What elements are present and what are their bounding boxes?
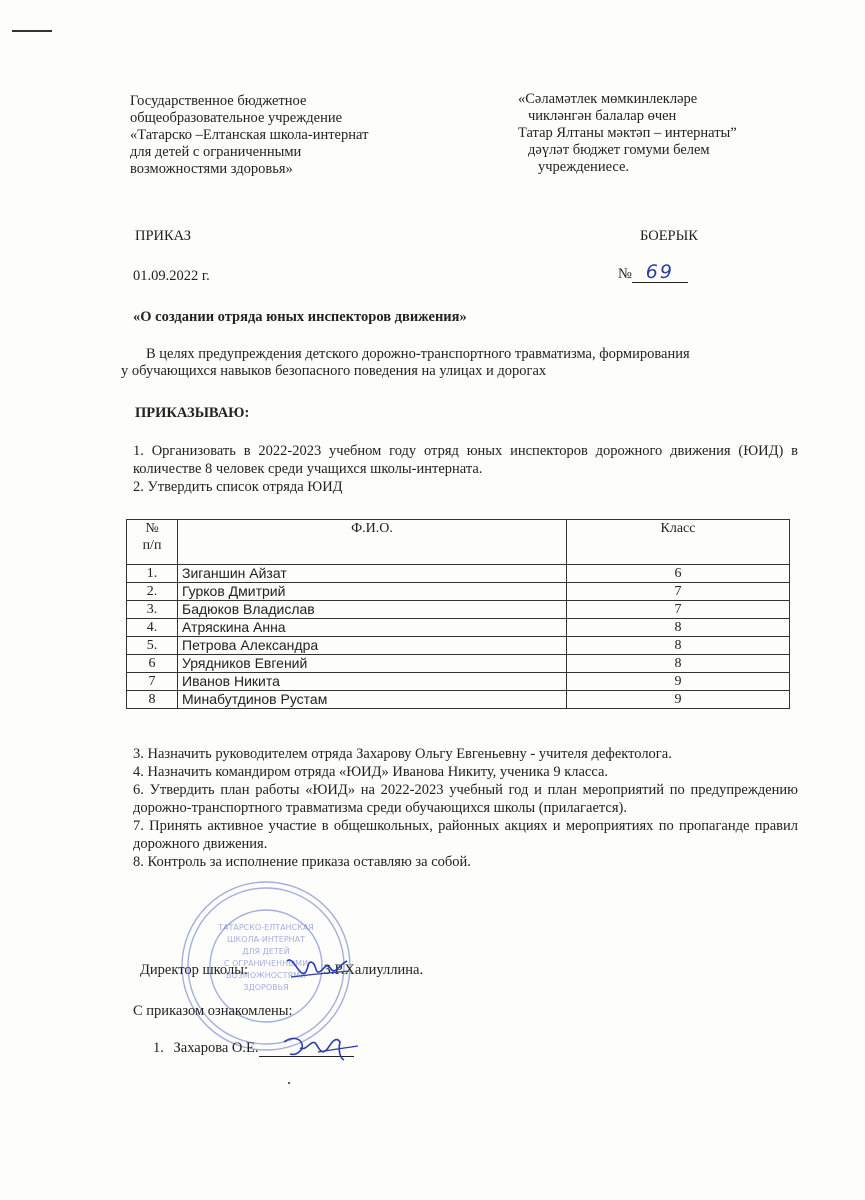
doc-title-tt: БОЕРЫК <box>640 228 698 244</box>
table-header-row <box>127 520 790 565</box>
header-right-line: «Сәламәтлек мөмкинлекләре <box>518 91 698 107</box>
doc-date: 01.09.2022 г. <box>133 268 210 284</box>
cell-class: 6 <box>567 565 790 583</box>
cell-name: Гурков Дмитрий <box>178 583 567 601</box>
order-item-7: 7. Принять активное участие в общешкольных, районных акциях и мероприятиях по пропаганде правил дорожного движения. <box>133 818 798 852</box>
director-line <box>140 962 423 979</box>
order-item-2: 2. Утвердить список отряда ЮИД <box>133 479 343 495</box>
header-left-line: возможностями здоровья» <box>130 161 293 177</box>
preamble-line: у обучающихся навыков безопасного поведения на улицах и дорогах <box>121 363 547 379</box>
cell-class: 7 <box>567 601 790 619</box>
seal-text-line: ТАТАРСКО-ЕЛТАНСКАЯ <box>218 923 314 932</box>
cell-class: 7 <box>567 583 790 601</box>
header-right-institution <box>518 91 818 176</box>
cell-num: 5. <box>127 637 178 655</box>
cell-num: 1. <box>127 565 178 583</box>
cell-name: Минабутдинов Рустам <box>178 691 567 709</box>
ack-signature <box>278 1030 362 1066</box>
cell-num: 7 <box>127 673 178 691</box>
table-row <box>127 619 790 637</box>
header-left-institution <box>130 93 460 178</box>
col-header-name: Ф.И.О. <box>178 520 567 565</box>
cell-num: 3. <box>127 601 178 619</box>
seal-text-line: С ОГРАНИЧЕННЫМИ <box>223 959 309 968</box>
order-item-4: 4. Назначить командиром отряда «ЮИД» Иванова Никиту, ученика 9 класса. <box>133 764 609 780</box>
cell-class: 8 <box>567 655 790 673</box>
cell-name: Зиганшин Айзат <box>178 565 567 583</box>
doc-subject: «О создании отряда юных инспекторов движения» <box>133 309 467 325</box>
col-header-num-line2: п/п <box>142 538 162 553</box>
doc-number <box>618 262 688 283</box>
cell-class: 9 <box>567 673 790 691</box>
cell-name: Урядников Евгений <box>178 655 567 673</box>
doc-number-label: № <box>618 266 632 282</box>
director-signature <box>283 951 353 985</box>
header-right-line: учреждениесе. <box>538 159 630 175</box>
header-left-line: общеобразовательное учреждение <box>130 110 343 126</box>
table-row <box>127 565 790 583</box>
cell-class: 8 <box>567 637 790 655</box>
cell-num: 2. <box>127 583 178 601</box>
seal-text-line: ШКОЛА-ИНТЕРНАТ <box>226 935 306 944</box>
col-header-num <box>127 520 178 565</box>
table-row <box>127 673 790 691</box>
familiarized-label: С приказом ознакомлены: <box>133 1003 293 1019</box>
table-row <box>127 583 790 601</box>
seal-text-line: ЗДОРОВЬЯ <box>243 983 289 992</box>
table-row <box>127 691 790 709</box>
col-header-num-line1: № <box>145 521 159 536</box>
cell-name: Петрова Александра <box>178 637 567 655</box>
header-left-line: «Татарско –Елтанская школа-интернат <box>130 127 369 143</box>
scan-speck <box>288 1082 290 1084</box>
header-right-line: Татар Ялтаны мәктәп – интернаты” <box>518 125 737 141</box>
header-right-line: чикләнгән балалар өчен <box>528 108 677 124</box>
order-word: ПРИКАЗЫВАЮ: <box>135 405 250 421</box>
squad-list-table <box>126 519 790 709</box>
cell-num: 4. <box>127 619 178 637</box>
table-row <box>127 637 790 655</box>
doc-number-value: 69 <box>632 262 688 283</box>
director-name: З.Р.Халиуллина. <box>323 962 424 978</box>
doc-title-ru: ПРИКАЗ <box>135 228 192 244</box>
order-item-3: 3. Назначить руководителем отряда Захарову Ольгу Евгеньевну - учителя дефектолога. <box>133 746 672 762</box>
order-items-top <box>133 442 798 496</box>
order-items-bottom <box>133 745 798 871</box>
ack-number: 1. <box>153 1040 164 1056</box>
cell-num: 8 <box>127 691 178 709</box>
header-left-line: Государственное бюджетное <box>130 93 307 109</box>
header-left-line: для детей с ограниченными <box>130 144 302 160</box>
table-row <box>127 601 790 619</box>
seal-text-line: ВОЗМОЖНОСТЯМИ <box>226 971 306 980</box>
header-right-line: дәүләт бюджет гомуми белем <box>528 142 710 158</box>
cell-num: 6 <box>127 655 178 673</box>
cell-name: Бадюков Владислав <box>178 601 567 619</box>
doc-preamble <box>121 346 793 380</box>
order-item-6: 6. Утвердить план работы «ЮИД» на 2022-2023 учебный год и план мероприятий по предупреждению дорожно-транспортного травматизма среди обучающихся школы (прилагается). <box>133 782 798 816</box>
col-header-class: Класс <box>567 520 790 565</box>
order-item-8: 8. Контроль за исполнение приказа оставляю за собой. <box>133 854 471 870</box>
cell-class: 8 <box>567 619 790 637</box>
preamble-line: В целях предупреждения детского дорожно-транспортного травматизма, формирования <box>146 346 690 362</box>
ack-name: Захарова О.Е. <box>173 1040 259 1056</box>
cell-name: Иванов Никита <box>178 673 567 691</box>
order-item-1: 1. Организовать в 2022-2023 учебном году отряд юных инспекторов дорожного движения (ЮИД) в количестве 8 человек среди учащихся школы-интерната. <box>133 443 798 477</box>
cell-class: 9 <box>567 691 790 709</box>
cell-name: Атряскина Анна <box>178 619 567 637</box>
table-row <box>127 655 790 673</box>
director-label: Директор школы: <box>140 962 248 978</box>
seal-text-line: ДЛЯ ДЕТЕЙ <box>242 947 290 956</box>
scan-edge-mark <box>12 30 52 32</box>
